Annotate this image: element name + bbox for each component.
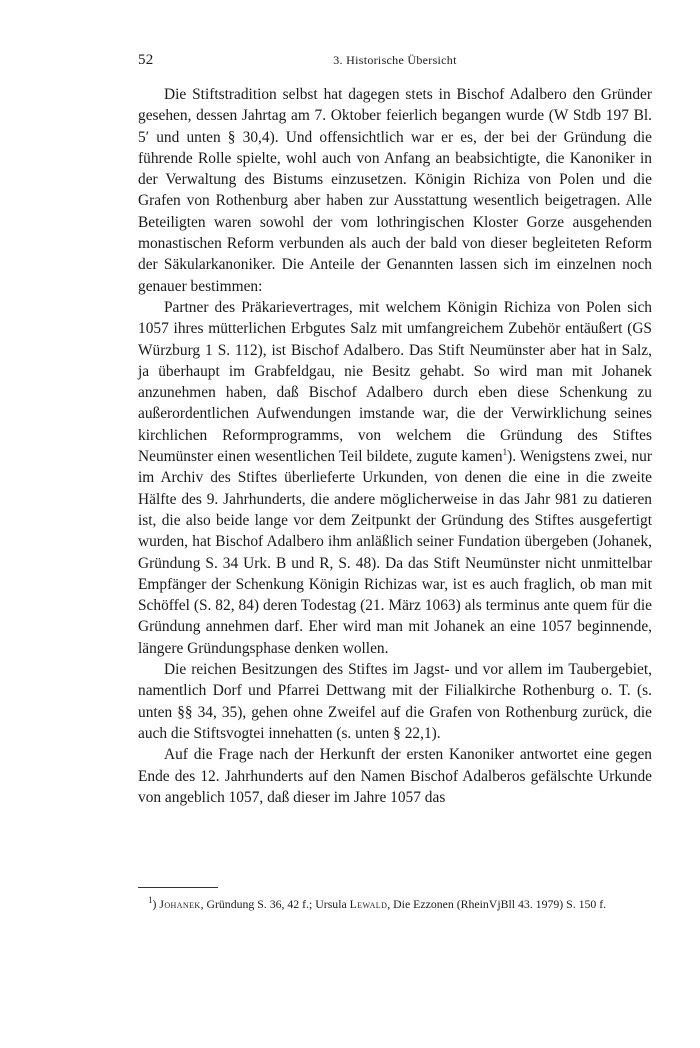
footnote-author-johanek: Johanek (159, 897, 201, 911)
paragraph-1: Die Stiftstradition selbst hat dagegen stets in Bischof Adalbero den Gründer gesehen, dessen Jahrtag am 7. Oktober feierlich begangen wurde (W Stdb 197 Bl. 5′ und unten § 30,4). Und offensichtlich war er es, der bei der Gründung die führende Rolle spielte, wohl auch von Anfang an beabsichtigte, die Kanoniker in der Verwaltung des Bistums einzusetzen. Königin Richiza von Polen und die Grafen von Rothenburg aber haben zur Ausstattung wesentlich beigetragen. Alle Beteiligten waren sowohl der vom lothringischen Kloster Gorze ausgehenden monastischen Reform verbunden als auch der bald von dieser begleiteten Reform der Säkularkanoniker. Die Anteile der Genannten lassen sich im einzelnen noch genauer bestimmen: (138, 86, 652, 295)
footnote-text-1: , Gründung S. 36, 42 f.; Ursula (200, 897, 350, 911)
footnote-1: $^1$) Johanek, Gründung S. 36, 42 f.; Ursula Lewald, Die Ezzonen (RheinVjBll 43. 1979) S. 150 f. (148, 895, 607, 911)
paragraph-2-text-before-note: Partner des Präkarievertrages, mit welchem Königin Richiza von Polen sich 1057 ihres mütterlichen Erbgutes Salz mit umfangreichem Zubehör entäußert (GS Würzburg 1 S. 112), ist Bischof Adalbero. Das Stift Neumünster aber hat in Salz, ja überhaupt im Grabfeldgau, nie Besitz gehabt. So wird man mit Johanek anzunehmen haben, daß Bischof Adalbero durch eben diese Schenkung zu außerordentlichen Aufwendungen imstande war, die der Verwirklichung seines kirchlichen Reformprogramms, von welchem die Gründung des Stiftes Neumünster einen wesentlichen Teil bildete, zugute kamen (138, 298, 652, 466)
footnote-separator (138, 887, 218, 888)
footnote-text-2: , Die Ezzonen (RheinVjBll 43. 1979) S. 150 f. (387, 897, 607, 911)
paragraph-3: Die reichen Besitzungen des Stiftes im Jagst- und vor allem im Taubergebiet, namentlich Dorf und Pfarrei Dettwang mit der Filialkirche Rothenburg o. T. (s. unten §§ 34, 35), gehen ohne Zweifel auf die Grafen von Rothenburg zurück, die auch die Stiftsvogtei innehatten (s. unten § 22,1). (138, 661, 652, 742)
running-head: 3. Historische Übersicht (333, 53, 457, 67)
footnote-author-lewald: Lewald (349, 897, 388, 911)
page-number: 52 (138, 52, 154, 68)
paragraph-4: Auf die Frage nach der Herkunft der ersten Kanoniker antwortet eine gegen Ende des 12. Jahrhunderts auf den Namen Bischof Adalberos gefälschte Urkunde von angeblich 1057, daß dieser im Jahre 1057 das (138, 746, 652, 806)
paragraph-2-text-after-note: ). Wenigstens zwei, nur im Archiv des Stiftes überlieferte Urkunden, von denen die eine in die zweite Hälfte des 9. Jahrhunderts, die andere möglicherweise in das Jahr 981 zu datieren ist, die also beide lange vor dem Zeitpunkt der Gründung des Stiftes ausgefertigt wurden, hat Bischof Adalbero ihm anläßlich seiner Fundation übergeben (Johanek, Gründung S. 34 Urk. B und R, S. 48). Da das Stift Neumünster nicht unmittelbar Empfänger der Schenkung Königin Richizas war, ist es auch fraglich, ob man mit Schöffel (S. 82, 84) deren Todestag (21. März 1063) als terminus ante quem für die Gründung annehmen darf. Eher wird man mit Johanek an eine 1057 beginnende, längere Gründungsphase denken wollen. (138, 448, 652, 657)
footnote-mark: 1 (148, 895, 153, 906)
paragraph-2 (138, 297, 652, 659)
footnote-reference[interactable]: 1 (502, 446, 508, 457)
body-text (138, 84, 652, 808)
page-header (138, 52, 652, 70)
